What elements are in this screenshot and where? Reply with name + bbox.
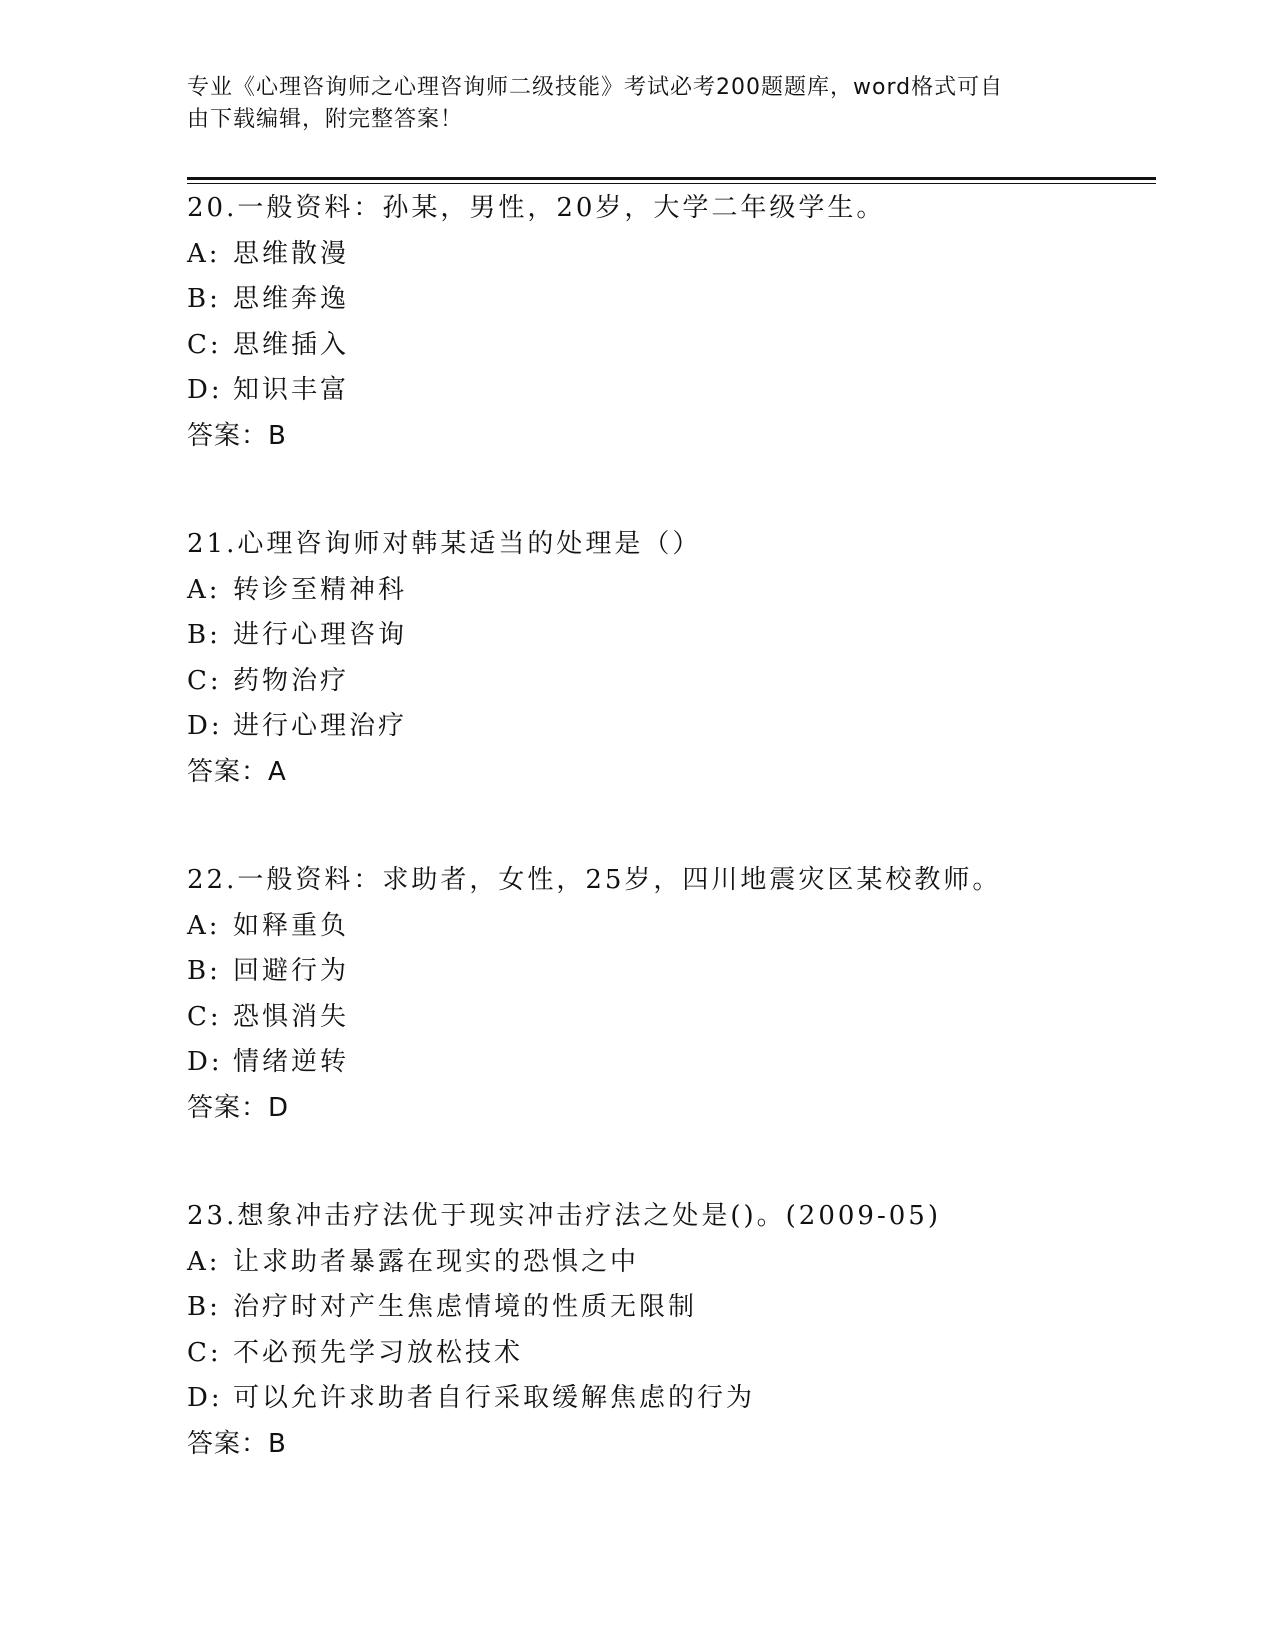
option-text: 回避行为: [233, 956, 350, 986]
document-header-note: [187, 72, 1087, 136]
option-key: A:: [187, 910, 221, 941]
option-c: [187, 659, 1147, 705]
option-key: C:: [187, 1001, 222, 1032]
question-stem: 23.想象冲击疗法优于现实冲击疗法之处是()。(2009-05): [187, 1201, 941, 1231]
question-item: [187, 858, 1147, 1131]
option-text: 情绪逆转: [233, 1047, 350, 1077]
question-stem: 22.一般资料：求助者，女性，25岁，四川地震灾区某校教师。: [187, 865, 1002, 895]
header-divider-thick: [187, 177, 1156, 180]
option-key: D:: [187, 375, 223, 405]
option-b: [187, 277, 1147, 323]
question-item: [187, 522, 1147, 795]
option-key: A:: [187, 574, 221, 605]
option-text: 不必预先学习放松技术: [233, 1337, 524, 1368]
answer-line: 答案：B: [187, 1428, 287, 1459]
question-item: [187, 186, 1147, 459]
option-key: A:: [187, 238, 221, 269]
option-b: [187, 949, 1147, 995]
option-text: 知识丰富: [233, 375, 350, 405]
option-d: [187, 1040, 1147, 1086]
option-d: [187, 704, 1147, 750]
option-text: 可以允许求助者自行采取缓解焦虑的行为: [233, 1383, 756, 1413]
option-a: [187, 1240, 1147, 1286]
option-d: [187, 368, 1147, 414]
option-key: A:: [187, 1246, 221, 1277]
option-text: 进行心理治疗: [233, 711, 408, 741]
option-text: 思维插入: [233, 329, 350, 360]
header-divider-thin: [187, 183, 1156, 184]
option-a: [187, 232, 1147, 278]
question-item: [187, 1194, 1147, 1467]
option-key: B:: [187, 620, 221, 650]
option-a: [187, 568, 1147, 614]
option-key: B:: [187, 284, 221, 314]
option-c: [187, 323, 1147, 369]
question-list: [187, 186, 1147, 1467]
answer-line: 答案：B: [187, 420, 287, 451]
option-text: 药物治疗: [233, 665, 350, 696]
answer-line: 答案：D: [187, 1092, 290, 1123]
question-stem: 21.心理咨询师对韩某适当的处理是（）: [187, 529, 702, 559]
header-line-2: 由下载编辑，附完整答案！: [187, 107, 464, 132]
option-key: B:: [187, 956, 221, 986]
option-a: [187, 904, 1147, 950]
option-key: B:: [187, 1292, 221, 1322]
option-key: C:: [187, 665, 222, 696]
option-text: 转诊至精神科: [233, 574, 408, 605]
option-key: C:: [187, 329, 222, 360]
option-b: [187, 1285, 1147, 1331]
option-text: 让求助者暴露在现实的恐惧之中: [233, 1246, 640, 1277]
option-key: D:: [187, 1383, 223, 1413]
option-text: 恐惧消失: [233, 1001, 350, 1032]
option-d: [187, 1376, 1147, 1422]
option-b: [187, 613, 1147, 659]
header-line-1: 专业《心理咨询师之心理咨询师二级技能》考试必考200题题库，word格式可自: [187, 75, 1004, 100]
option-text: 如释重负: [233, 910, 350, 941]
option-text: 治疗时对产生焦虑情境的性质无限制: [233, 1292, 698, 1322]
option-key: D:: [187, 711, 223, 741]
question-stem: 20.一般资料：孙某，男性，20岁，大学二年级学生。: [187, 193, 886, 223]
option-text: 思维奔逸: [233, 284, 350, 314]
answer-line: 答案：A: [187, 756, 287, 787]
option-c: [187, 1331, 1147, 1377]
option-key: C:: [187, 1337, 222, 1368]
option-text: 进行心理咨询: [233, 620, 408, 650]
option-key: D:: [187, 1047, 223, 1077]
option-c: [187, 995, 1147, 1041]
option-text: 思维散漫: [233, 238, 350, 269]
